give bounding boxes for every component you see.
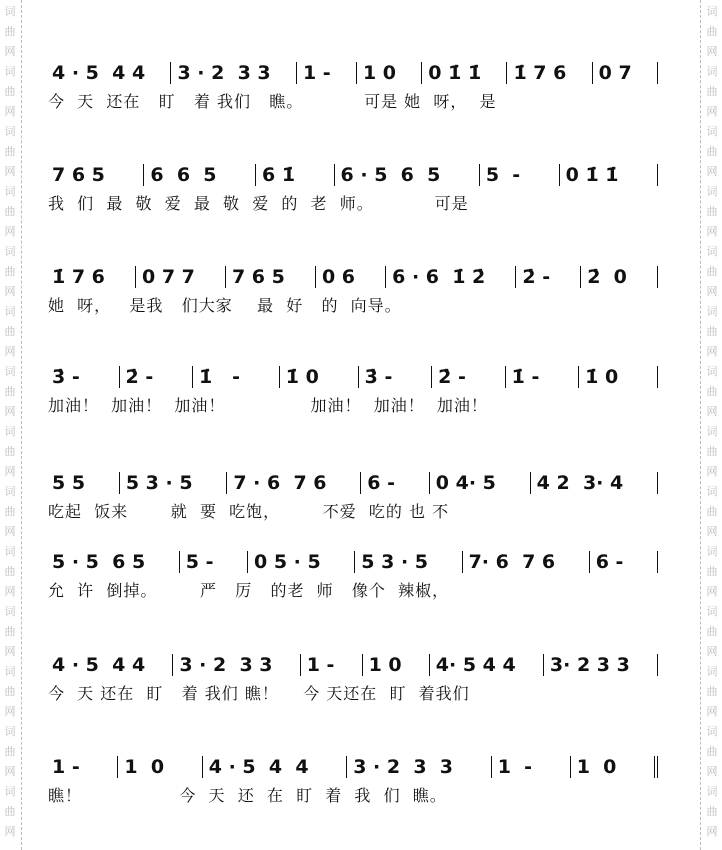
measure: 1 0 <box>118 756 202 778</box>
measure: 1̇ 0 <box>280 366 359 388</box>
measure: 6 1̇ <box>256 164 335 186</box>
measure: 0 7 7 <box>136 266 226 288</box>
lyrics-line: 瞧！ 今 天 还 在 盯 着 我 们 瞧。 <box>48 786 447 805</box>
watermark-text: 词 曲 网 <box>706 365 718 418</box>
measure: 1̇ 0 <box>579 366 658 388</box>
watermark-text: 词 曲 网 <box>4 545 16 598</box>
watermark-text: 词 曲 网 <box>706 5 718 58</box>
measure: 1 - <box>301 654 363 676</box>
notes-line <box>48 468 658 494</box>
score-line <box>48 547 658 601</box>
notes-line <box>48 547 658 573</box>
notes-line <box>48 58 658 84</box>
score-line <box>48 160 658 214</box>
measure: 5 - <box>480 164 560 186</box>
notes-line <box>48 262 658 288</box>
notes-line <box>48 362 658 388</box>
watermark-text: 词 曲 网 <box>706 65 718 118</box>
measure: 2̇ - <box>120 366 194 388</box>
watermark-text: 词 曲 网 <box>706 185 718 238</box>
measure: 0 4· 5 <box>430 472 531 494</box>
score-line <box>48 58 658 112</box>
watermark-text: 词 曲 网 <box>4 65 16 118</box>
score-line <box>48 650 658 704</box>
measure: 4 · 5 4 4 <box>203 756 347 778</box>
watermark-text: 词 曲 网 <box>4 125 16 178</box>
measure: 0 7 <box>593 62 658 84</box>
measure: 0 1̇ 1̇ <box>422 62 507 84</box>
watermark-text: 词 曲 网 <box>4 245 16 298</box>
notes-line <box>48 752 658 778</box>
measure: 1 - <box>48 756 118 778</box>
watermark-text: 词 曲 网 <box>706 545 718 598</box>
measure: 6 - <box>361 472 430 494</box>
watermark-text: 词 曲 网 <box>4 365 16 418</box>
notes-line <box>48 650 658 676</box>
measure: 5 · 5 6 5 <box>48 551 180 573</box>
score-line <box>48 468 658 522</box>
watermark-text: 词 曲 网 <box>4 785 16 838</box>
measure: 3· 2 3 3 <box>544 654 658 676</box>
measure: 7· 6 7 6 <box>463 551 590 573</box>
watermark-text: 词 曲 网 <box>706 665 718 718</box>
measure: 1̇ 7 6 <box>48 266 136 288</box>
measure: 4 · 5 4 4 <box>48 654 173 676</box>
measure: 7 6 5 <box>226 266 316 288</box>
score-line <box>48 752 658 806</box>
measure: 1 0 <box>363 654 430 676</box>
watermark-text: 词 曲 网 <box>706 245 718 298</box>
measure: 7 · 6 7 6 <box>227 472 361 494</box>
lyrics-line: 今 天 还在 盯 着 我们 瞧！ 今 天还在 盯 着我们 <box>48 684 470 703</box>
watermark-text: 词 曲 网 <box>706 485 718 538</box>
measure: 5 5 <box>48 472 120 494</box>
watermark-text: 词 曲 网 <box>4 5 16 58</box>
measure: 0 6 <box>316 266 386 288</box>
watermark-text: 词 曲 网 <box>706 725 718 778</box>
measure: 5 3 · 5 <box>355 551 462 573</box>
watermark-text: 词 曲 网 <box>706 425 718 478</box>
measure: 4· 5 4 4 <box>430 654 544 676</box>
measure: 7 6 5 <box>48 164 144 186</box>
measure: 5 3 · 5 <box>120 472 228 494</box>
measure: 1̇ - <box>193 366 280 388</box>
measure: 4 2 3· 4 <box>531 472 658 494</box>
measure: 6 6 5 <box>144 164 256 186</box>
notes-line <box>48 160 658 186</box>
score-line <box>48 262 658 316</box>
measure: 6 · 5 6 5 <box>335 164 480 186</box>
lyrics-line: 吃起 饭来 就 要 吃饱， 不爱 吃的 也 不 <box>48 502 450 521</box>
watermark-text: 词 曲 网 <box>4 305 16 358</box>
watermark-text: 词 曲 网 <box>706 125 718 178</box>
watermark-text: 词 曲 网 <box>706 605 718 658</box>
watermark-text: 词 曲 网 <box>706 785 718 838</box>
measure: 1 - <box>492 756 571 778</box>
watermark-text: 词 曲 网 <box>4 185 16 238</box>
left-dashed-border <box>21 0 22 850</box>
score-line <box>48 362 658 416</box>
measure: 1 0 <box>571 756 658 778</box>
lyrics-line: 加油！ 加油！ 加油！ 加油！ 加油！ 加油！ <box>48 396 488 415</box>
measure: 3 · 2 3 3 <box>171 62 296 84</box>
measure: 3̇ - <box>48 366 120 388</box>
lyrics-line: 今 天 还在 盯 着 我们 瞧。 可是 她 呀， 是 <box>48 92 497 111</box>
watermark-text: 词 曲 网 <box>4 605 16 658</box>
measure: 2̇ 0 <box>581 266 658 288</box>
measure: 4 · 5 4 4 <box>48 62 171 84</box>
watermark-text: 词 曲 网 <box>4 485 16 538</box>
lyrics-line: 允 许 倒掉。 严 厉 的老 师 像个 辣椒， <box>48 581 450 600</box>
watermark-text: 词 曲 网 <box>706 305 718 358</box>
measure: 0 1̇ 1̇ <box>560 164 658 186</box>
measure: 3 · 2 3 3 <box>347 756 491 778</box>
watermark-text: 词 曲 网 <box>4 665 16 718</box>
measure: 3̇ - <box>359 366 433 388</box>
measure: 1 - <box>297 62 357 84</box>
measure: 1̇ - <box>506 366 580 388</box>
lyrics-line: 我 们 最 敬 爱 最 敬 爱 的 老 师。 可是 <box>48 194 469 213</box>
right-dashed-border <box>700 0 701 850</box>
lyrics-line: 她 呀， 是我 们大家 最 好 的 向导。 <box>48 296 402 315</box>
measure: 6 · 6 1̇ 2̇ <box>386 266 516 288</box>
measure: 1̇ 7 6 <box>507 62 592 84</box>
watermark-text: 词 曲 网 <box>4 425 16 478</box>
measure: 6 - <box>590 551 658 573</box>
measure: 2̇ - <box>432 366 506 388</box>
watermark-text: 词 曲 网 <box>4 725 16 778</box>
measure: 1 0 <box>357 62 422 84</box>
measure: 3 · 2 3 3 <box>173 654 300 676</box>
measure: 5 - <box>180 551 248 573</box>
measure: 0 5 · 5 <box>248 551 355 573</box>
measure: 2̇ - <box>516 266 581 288</box>
